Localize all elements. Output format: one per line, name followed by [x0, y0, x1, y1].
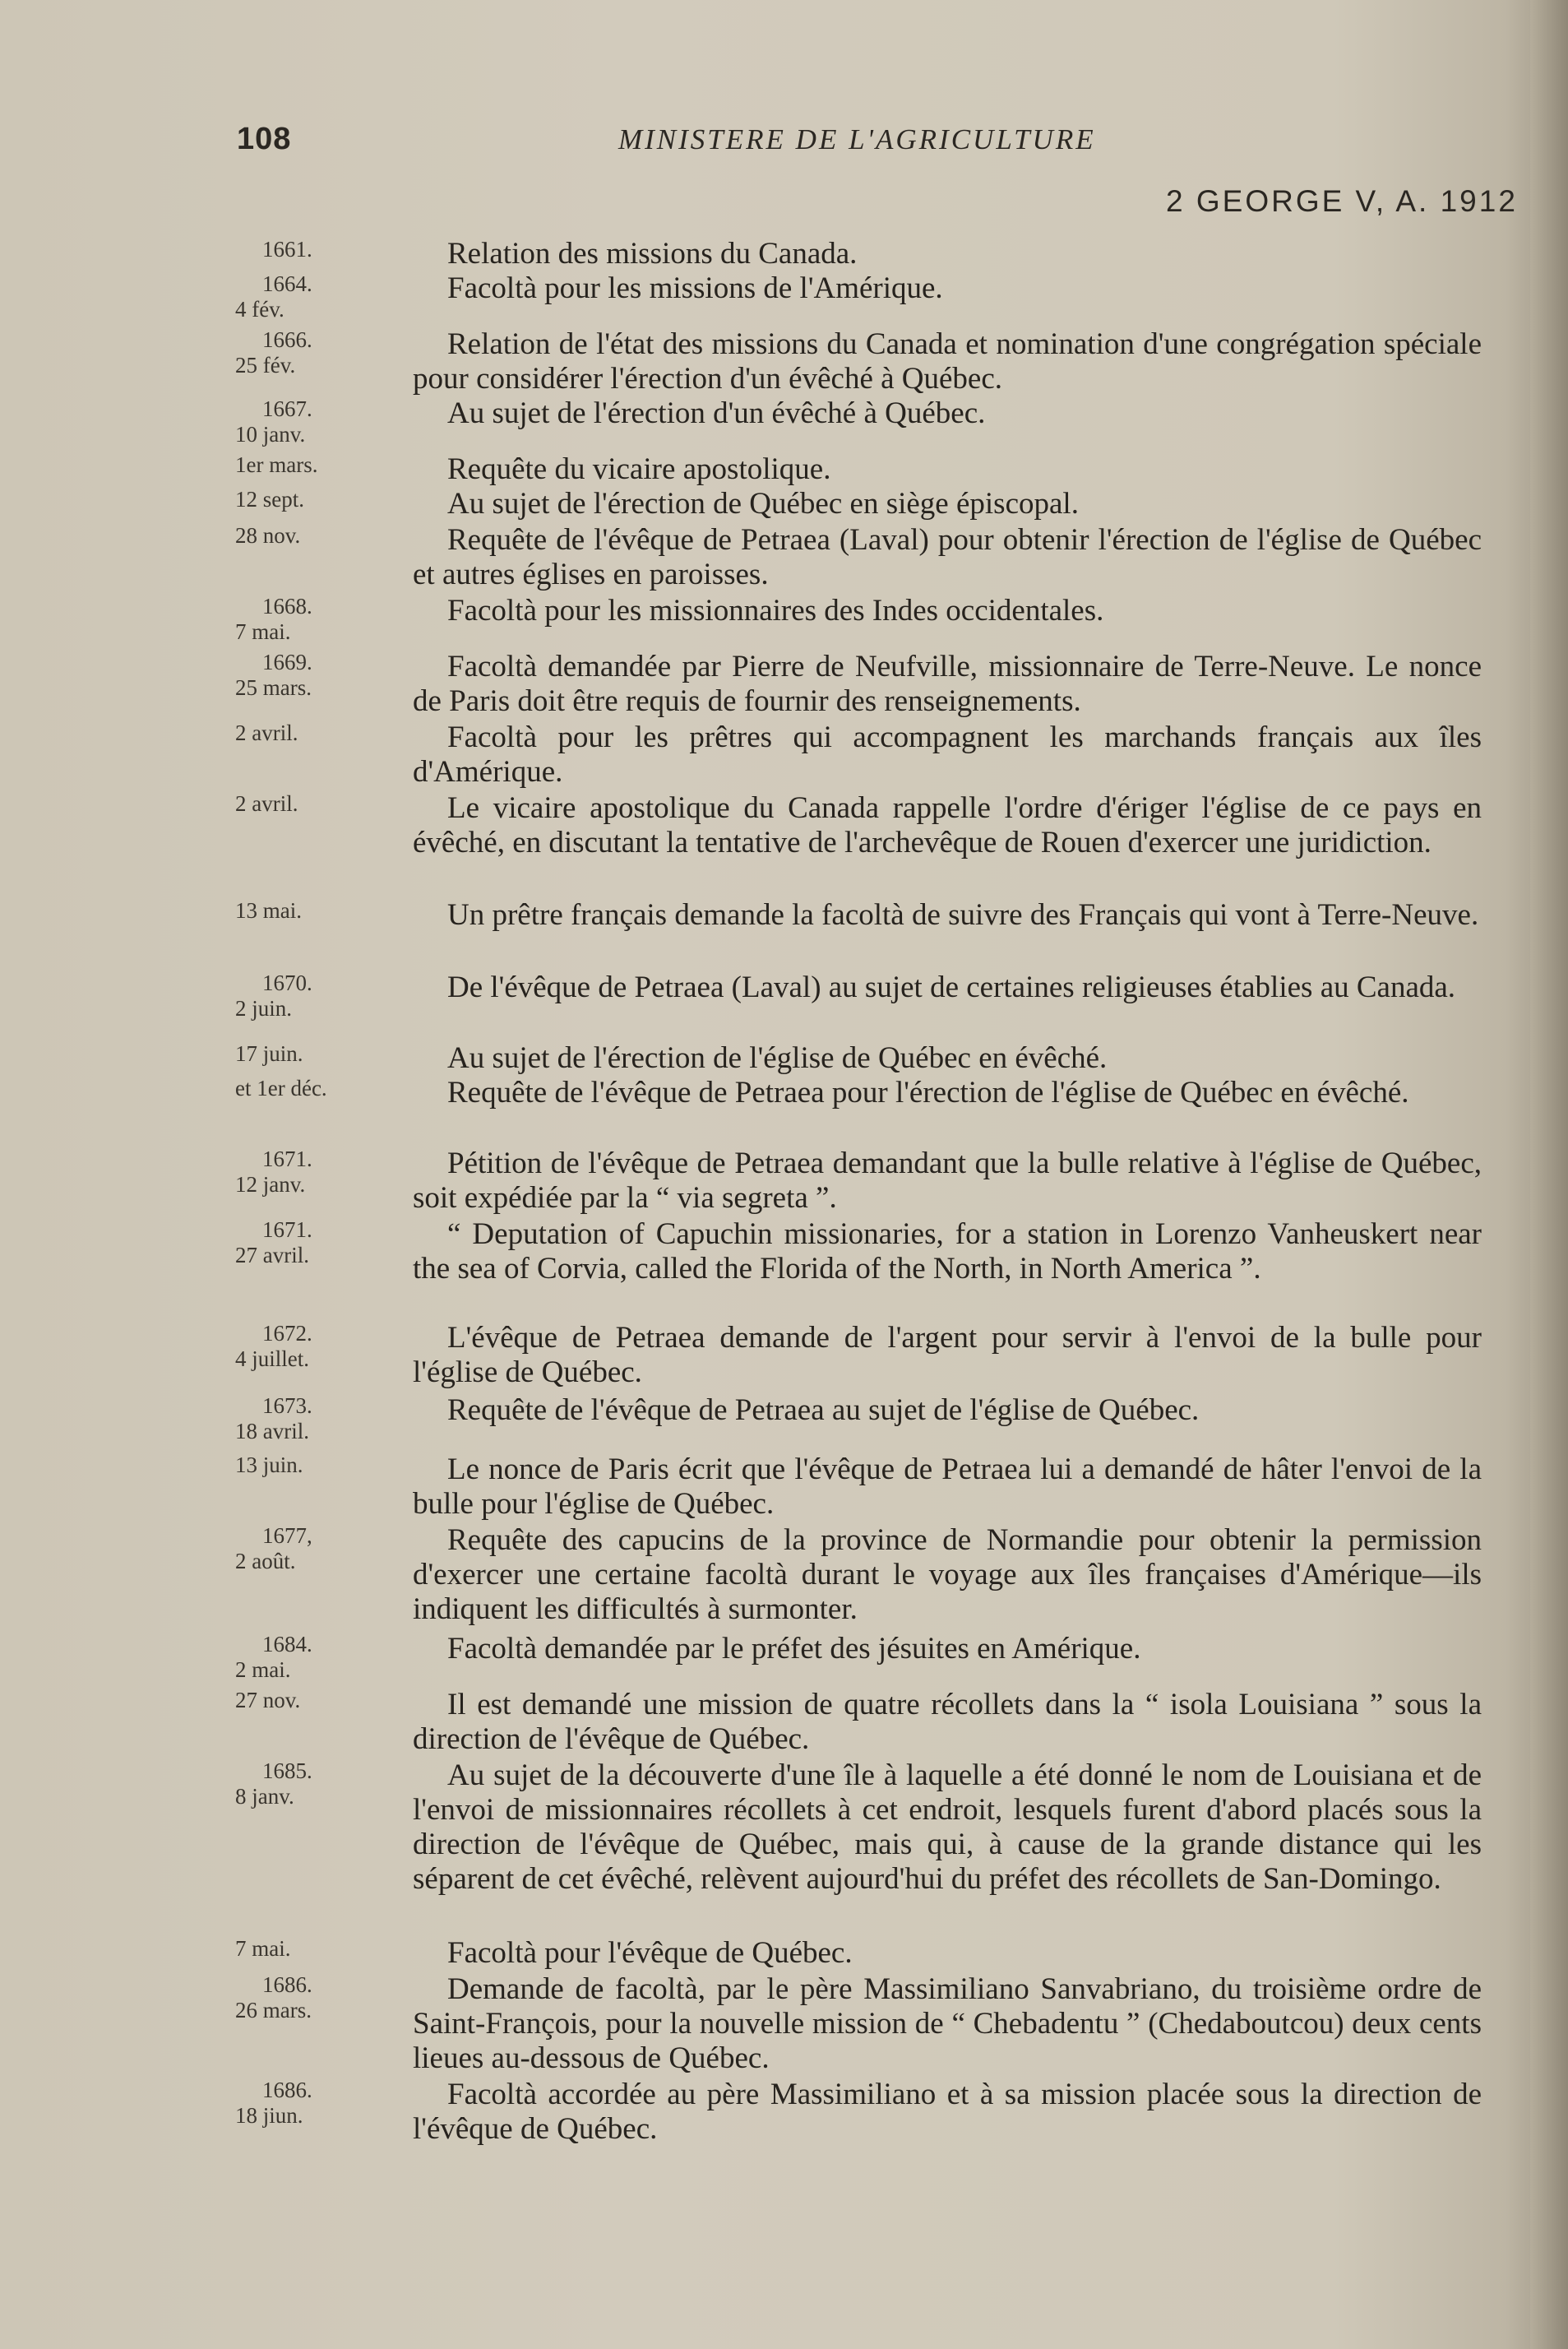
entry-text: Facoltà demandée par Pierre de Neufville, missionnaire de Terre-Neuve. Le nonce de Paris doit être requis de fournir des renseignements.: [413, 650, 1482, 718]
entry-text: Le nonce de Paris écrit que l'évêque de Petraea lui a demandé de hâter l'envoi de la bulle pour l'église de Québec.: [413, 1452, 1482, 1521]
entry-date: 13 mai.: [235, 898, 302, 923]
entry-date: 1669. 25 mars.: [235, 650, 312, 700]
entry-date: 13 juin.: [235, 1452, 303, 1477]
entry-text: Facoltà accordée au père Massimiliano et à sa mission placée sous la direction de l'évêque de Québec.: [413, 2078, 1482, 2146]
entry-text: Requête du vicaire apostolique.: [447, 452, 831, 486]
entry-date: 1666. 25 fév.: [235, 327, 312, 378]
entry-text: Relation des missions du Canada.: [447, 237, 858, 271]
entry-date: 1er mars.: [235, 452, 318, 477]
entry-date: 1671. 12 janv.: [235, 1147, 312, 1197]
entry-text: Facoltà pour les missionnaires des Indes occidentales.: [447, 594, 1104, 628]
entry-date: 1664. 4 fév.: [235, 271, 312, 322]
entry-text: Facoltà demandée par le préfet des jésuites en Amérique.: [447, 1632, 1141, 1666]
entry-date: 1672. 4 juillet.: [235, 1321, 312, 1371]
entry-date: 1684. 2 mai.: [235, 1632, 312, 1682]
entry-text: Demande de facoltà, par le père Massimiliano Sanvabriano, du troisième ordre de Saint-François, pour la nouvelle mission de “ Chebadentu ” (Chedaboutcou) deux cents lieues au-dessous de Québec.: [413, 1972, 1482, 2075]
entry-date: 1677, 2 août.: [235, 1523, 312, 1573]
page-number: 108: [237, 122, 292, 156]
entry-date: et 1er déc.: [235, 1076, 327, 1100]
entry-text: Pétition de l'évêque de Petraea demandant que la bulle relative à l'église de Québec, soit expédiée par la “ via segreta ”.: [413, 1147, 1482, 1215]
entry-date: 12 sept.: [235, 487, 304, 512]
entry-text: Au sujet de l'érection de l'église de Québec en évêché.: [447, 1041, 1108, 1075]
session-label: 2 GEORGE V, A. 1912: [1166, 184, 1518, 218]
entry-text: Un prêtre français demande la facoltà de suivre des Français qui vont à Terre-Neuve.: [447, 898, 1479, 932]
entry-text: Au sujet de l'érection de Québec en siège épiscopal.: [447, 487, 1079, 521]
entry-text: Au sujet de l'érection d'un évêché à Québec.: [447, 396, 986, 430]
entry-date: 1671. 27 avril.: [235, 1217, 312, 1267]
entry-text: Requête de l'évêque de Petraea au sujet de l'église de Québec.: [447, 1393, 1200, 1427]
entry-date: 1686. 18 jiun.: [235, 2078, 312, 2128]
entry-date: 27 nov.: [235, 1688, 301, 1712]
running-title: MINISTERE DE L'AGRICULTURE: [618, 123, 1096, 155]
entry-text: Le vicaire apostolique du Canada rappelle l'ordre d'ériger l'église de ce pays en évêché, en discutant la tentative de l'archevêque de Rouen d'exercer une juridiction.: [413, 791, 1482, 859]
entry-text: Relation de l'état des missions du Canada et nomination d'une congrégation spéciale pour considérer l'érection d'un évêché à Québec.: [413, 327, 1482, 396]
entry-date: 1661.: [262, 237, 312, 262]
entry-text: Requête des capucins de la province de Normandie pour obtenir la permission d'exercer une certaine facoltà durant le voyage aux îles françaises d'Amérique—ils indiquent les difficultés à surmonter.: [413, 1523, 1482, 1626]
entry-date: 1673. 18 avril.: [235, 1393, 312, 1443]
entry-date: 1670. 2 juin.: [235, 971, 312, 1021]
entry-text: Facoltà pour les prêtres qui accompagnent les marchands français aux îles d'Amérique.: [413, 720, 1482, 789]
entry-date: 1686. 26 mars.: [235, 1972, 312, 2022]
entry-text: De l'évêque de Petraea (Laval) au sujet de certaines religieuses établies au Canada.: [447, 971, 1456, 1004]
entry-date: 2 avril.: [235, 720, 298, 745]
entry-date: 28 nov.: [235, 523, 301, 548]
entry-text: L'évêque de Petraea demande de l'argent pour servir à l'envoi de la bulle pour l'église de Québec.: [413, 1321, 1482, 1389]
entry-text: Requête de l'évêque de Petraea pour l'érection de l'église de Québec en évêché.: [447, 1076, 1409, 1110]
entry-date: 7 mai.: [235, 1936, 291, 1961]
entry-date: 1668. 7 mai.: [235, 594, 312, 644]
entry-date: 2 avril.: [235, 791, 298, 816]
entry-text: Requête de l'évêque de Petraea (Laval) pour obtenir l'érection de l'église de Québec et autres églises en paroisses.: [413, 523, 1482, 591]
entry-text: Facoltà pour les missions de l'Amérique.: [447, 271, 943, 305]
entry-text: Au sujet de la découverte d'une île à laquelle a été donné le nom de Louisiana et de l'envoi de missionnaires récollets à cet endroit, lesquels furent d'abord placés sous la direction de l'évêque de Québec, mais qui, à cause de la grande distance qui les séparent de cet évêché, relèvent aujourd'hui du préfet des récollets de San-Domingo.: [413, 1758, 1482, 1896]
entry-date: 1667. 10 janv.: [235, 396, 312, 447]
entry-date: 1685. 8 janv.: [235, 1758, 312, 1809]
entry-text: Facoltà pour l'évêque de Québec.: [447, 1936, 853, 1970]
entry-text: Il est demandé une mission de quatre récollets dans la “ isola Louisiana ” sous la direction de l'évêque de Québec.: [413, 1688, 1482, 1756]
entry-text: “ Deputation of Capuchin missionaries, for a station in Lorenzo Vanheuskert near the sea of Corvia, called the Florida of the North, in North America ”.: [413, 1217, 1482, 1286]
entry-date: 17 juin.: [235, 1041, 303, 1066]
